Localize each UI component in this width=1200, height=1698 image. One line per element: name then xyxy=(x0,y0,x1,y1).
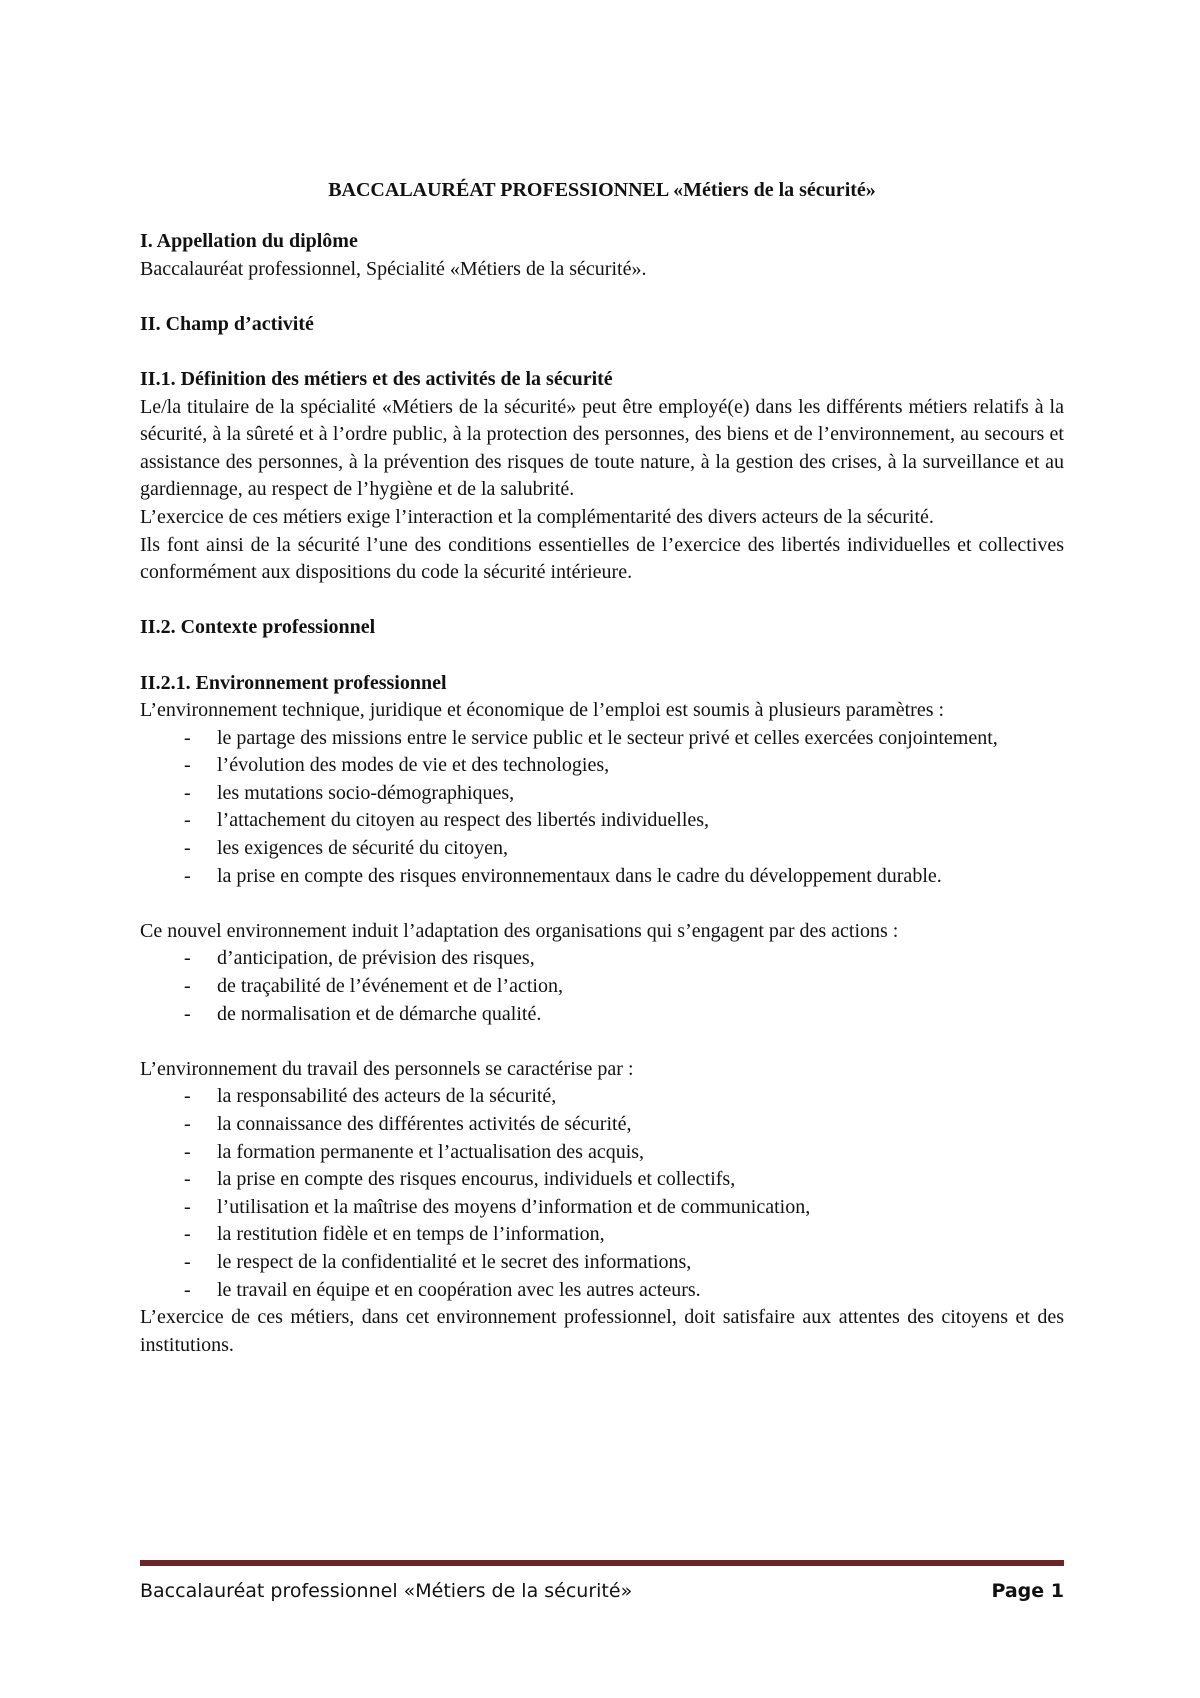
dash-bullet: - xyxy=(184,864,191,887)
list-item xyxy=(140,973,1064,1001)
list-item xyxy=(140,1139,1064,1167)
list-item xyxy=(140,807,1064,835)
list-item-text: la connaissance des différentes activités de sécurité, xyxy=(217,1113,632,1135)
spacer xyxy=(140,587,1064,615)
spacer xyxy=(140,890,1064,918)
section-2-1-paragraph-1: Le/la titulaire de la spécialité «Métiers de la sécurité» peut être employé(e) dans les différents métiers relatifs à la sécurité, à la sûreté et à l’ordre public, à la protection des personnes, des biens et de l’environnement, au secours et assistance des personnes, à la prévention des risques de toute nature, à la gestion des crises, à la surveillance et au gardiennage, au respect de l’hygiène et de la salubrité. xyxy=(140,395,1064,501)
list-item-text: de traçabilité de l’événement et de l’action, xyxy=(217,975,563,998)
list-item xyxy=(140,725,1064,753)
list-item-text: d’anticipation, de prévision des risques, xyxy=(217,947,535,970)
dash-bullet: - xyxy=(184,1113,191,1135)
list-item xyxy=(140,1277,1064,1305)
spacer xyxy=(140,338,1064,366)
section-2-2-heading: II.2. Contexte professionnel xyxy=(140,616,376,639)
list-item-text: les mutations socio-démographiques, xyxy=(217,781,515,804)
dash-bullet: - xyxy=(184,809,191,832)
dash-bullet: - xyxy=(184,1002,191,1025)
section-1-heading: I. Appellation du diplôme xyxy=(140,230,358,252)
list-item xyxy=(140,1166,1064,1194)
spacer xyxy=(140,642,1064,670)
parameters-list xyxy=(140,725,1064,891)
dash-bullet: - xyxy=(184,947,191,970)
section-1-text: Baccalauréat professionnel, Spécialité «Métiers de la sécurité». xyxy=(140,257,647,280)
document-body xyxy=(140,228,1064,1359)
list-item-text: la responsabilité des acteurs de la sécurité, xyxy=(217,1085,557,1108)
dash-bullet: - xyxy=(184,1168,191,1191)
list-item-text: le travail en équipe et en coopération avec les autres acteurs. xyxy=(217,1278,701,1301)
list-item-text: les exigences de sécurité du citoyen, xyxy=(217,837,508,860)
section-2-2-1-intro: L’environnement technique, juridique et économique de l’emploi est soumis à plusieurs paramètres : xyxy=(140,699,945,722)
section-2-2-1-paragraph-2: Ce nouvel environnement induit l’adaptation des organisations qui s’engagent par des actions : xyxy=(140,919,899,942)
list-item xyxy=(140,1194,1064,1222)
list-item xyxy=(140,752,1064,780)
section-2-2-1-paragraph-4: L’exercice de ces métiers, dans cet environnement professionnel, doit satisfaire aux attentes des citoyens et des institutions. xyxy=(140,1306,1064,1356)
page-number: Page 1 xyxy=(991,1580,1064,1602)
list-item-text: l’utilisation et la maîtrise des moyens d’information et de communication, xyxy=(217,1195,811,1218)
spacer xyxy=(140,1028,1064,1056)
dash-bullet: - xyxy=(184,781,191,804)
section-2-heading: II. Champ d’activité xyxy=(140,312,314,335)
list-item xyxy=(140,835,1064,863)
list-item-text: la prise en compte des risques encourus, individuels et collectifs, xyxy=(217,1168,736,1191)
dash-bullet: - xyxy=(184,837,191,860)
list-item xyxy=(140,1221,1064,1249)
section-2-1-heading: II.1. Définition des métiers et des activités de la sécurité xyxy=(140,367,613,390)
section-2-2-1-paragraph-3: L’environnement du travail des personnels se caractérise par : xyxy=(140,1057,634,1080)
document-title: BACCALAURÉAT PROFESSIONNEL «Métiers de la sécurité» xyxy=(328,179,876,201)
list-item-text: l’évolution des modes de vie et des technologies, xyxy=(217,754,610,777)
list-item xyxy=(140,863,1064,891)
footer-title: Baccalauréat professionnel «Métiers de la sécurité» xyxy=(140,1580,633,1602)
footer-rule xyxy=(140,1560,1064,1566)
actions-list xyxy=(140,945,1064,1028)
list-item xyxy=(140,1001,1064,1029)
list-item xyxy=(140,780,1064,808)
characteristics-list xyxy=(140,1083,1064,1304)
list-item xyxy=(140,1083,1064,1111)
list-item-text: la restitution fidèle et en temps de l’information, xyxy=(217,1223,605,1246)
list-item-text: le respect de la confidentialité et le secret des informations, xyxy=(217,1250,692,1273)
list-item-text: le partage des missions entre le service public et le secteur privé et celles exercées conjointement, xyxy=(217,726,998,749)
dash-bullet: - xyxy=(184,1195,191,1218)
dash-bullet: - xyxy=(184,1278,191,1301)
section-2-1-paragraph-3: Ils font ainsi de la sécurité l’une des conditions essentielles de l’exercice des libertés individuelles et collectives conformément aux dispositions du code la sécurité intérieure. xyxy=(140,533,1064,584)
dash-bullet: - xyxy=(184,1223,191,1246)
dash-bullet: - xyxy=(184,726,191,749)
section-2-2-1-heading: II.2.1. Environnement professionnel xyxy=(140,671,447,694)
dash-bullet: - xyxy=(184,1250,191,1273)
dash-bullet: - xyxy=(184,975,191,998)
list-item-text: la formation permanente et l’actualisation des acquis, xyxy=(217,1140,645,1163)
list-item xyxy=(140,945,1064,973)
list-item xyxy=(140,1249,1064,1277)
spacer xyxy=(140,283,1064,311)
list-item-text: l’attachement du citoyen au respect des libertés individuelles, xyxy=(217,809,710,832)
dash-bullet: - xyxy=(184,1140,191,1163)
list-item-text: de normalisation et de démarche qualité. xyxy=(217,1002,542,1025)
dash-bullet: - xyxy=(184,754,191,777)
section-2-1-paragraph-2: L’exercice de ces métiers exige l’interaction et la complémentarité des divers acteurs de la sécurité. xyxy=(140,505,934,528)
dash-bullet: - xyxy=(184,1085,191,1108)
list-item-text: la prise en compte des risques environnementaux dans le cadre du développement durable. xyxy=(217,864,942,887)
list-item xyxy=(140,1111,1064,1139)
